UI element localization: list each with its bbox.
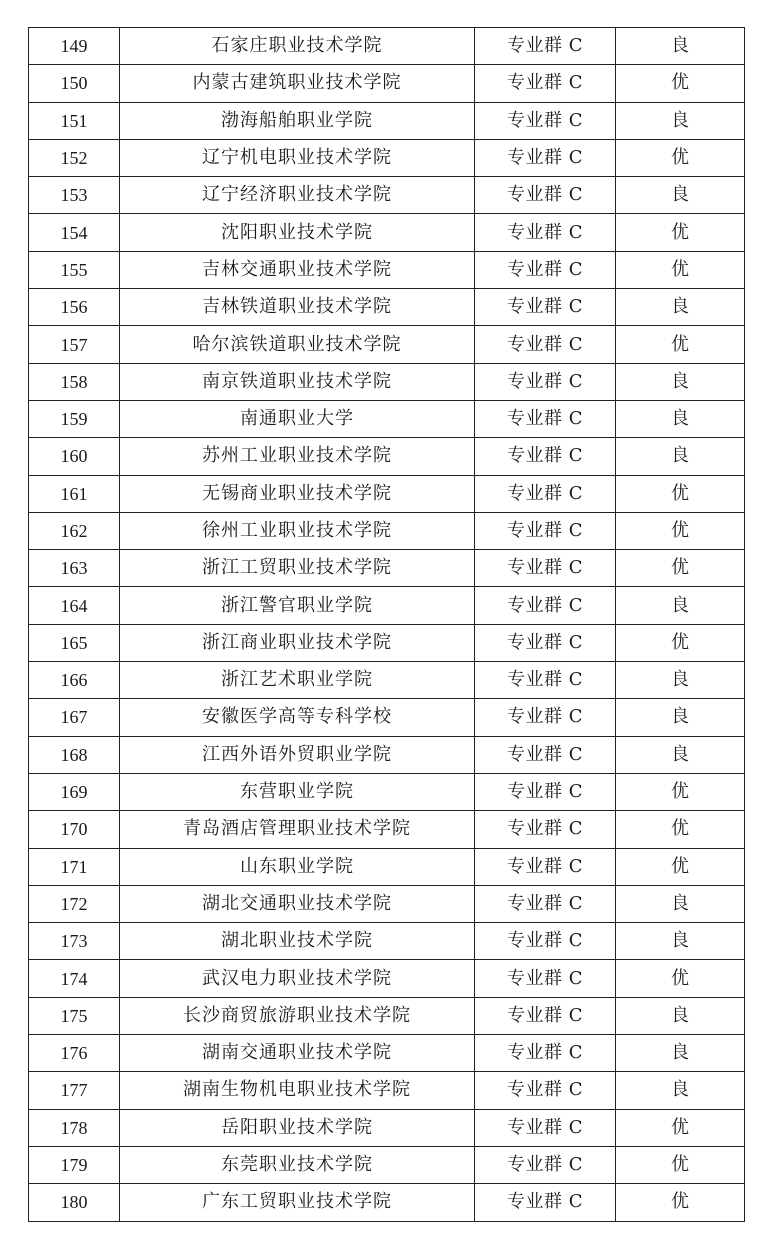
row-number-cell: 154 <box>29 214 120 251</box>
school-name-cell: 江西外语外贸职业学院 <box>120 736 475 773</box>
grade-cell: 优 <box>616 811 745 848</box>
school-name-cell: 湖北职业技术学院 <box>120 923 475 960</box>
table-row <box>29 960 745 997</box>
grade-cell: 优 <box>616 1146 745 1183</box>
grade-cell: 良 <box>616 923 745 960</box>
group-cell: 专业群 C <box>475 102 616 139</box>
row-number-cell: 152 <box>29 139 120 176</box>
group-cell: 专业群 C <box>475 1035 616 1072</box>
row-number-cell: 176 <box>29 1035 120 1072</box>
row-number-cell: 163 <box>29 550 120 587</box>
results-table-body <box>29 28 745 1222</box>
row-number-cell: 156 <box>29 289 120 326</box>
group-cell: 专业群 C <box>475 624 616 661</box>
table-row <box>29 1109 745 1146</box>
grade-cell: 优 <box>616 475 745 512</box>
row-number-cell: 164 <box>29 587 120 624</box>
group-cell: 专业群 C <box>475 139 616 176</box>
table-row <box>29 139 745 176</box>
grade-cell: 优 <box>616 214 745 251</box>
school-name-cell: 浙江工贸职业技术学院 <box>120 550 475 587</box>
table-row <box>29 550 745 587</box>
table-row <box>29 177 745 214</box>
row-number-cell: 175 <box>29 997 120 1034</box>
grade-cell: 优 <box>616 326 745 363</box>
row-number-cell: 177 <box>29 1072 120 1109</box>
group-cell: 专业群 C <box>475 251 616 288</box>
group-cell: 专业群 C <box>475 512 616 549</box>
grade-cell: 良 <box>616 1035 745 1072</box>
group-cell: 专业群 C <box>475 326 616 363</box>
group-cell: 专业群 C <box>475 773 616 810</box>
school-name-cell: 辽宁经济职业技术学院 <box>120 177 475 214</box>
table-row <box>29 624 745 661</box>
table-row <box>29 438 745 475</box>
group-cell: 专业群 C <box>475 28 616 65</box>
grade-cell: 优 <box>616 624 745 661</box>
school-name-cell: 湖北交通职业技术学院 <box>120 885 475 922</box>
group-cell: 专业群 C <box>475 475 616 512</box>
table-row <box>29 326 745 363</box>
table-row <box>29 475 745 512</box>
grade-cell: 优 <box>616 848 745 885</box>
school-name-cell: 湖南交通职业技术学院 <box>120 1035 475 1072</box>
group-cell: 专业群 C <box>475 811 616 848</box>
group-cell: 专业群 C <box>475 848 616 885</box>
group-cell: 专业群 C <box>475 1109 616 1146</box>
school-name-cell: 东莞职业技术学院 <box>120 1146 475 1183</box>
table-row <box>29 512 745 549</box>
group-cell: 专业群 C <box>475 400 616 437</box>
table-row <box>29 885 745 922</box>
group-cell: 专业群 C <box>475 997 616 1034</box>
row-number-cell: 159 <box>29 400 120 437</box>
row-number-cell: 167 <box>29 699 120 736</box>
table-row <box>29 923 745 960</box>
row-number-cell: 168 <box>29 736 120 773</box>
school-name-cell: 武汉电力职业技术学院 <box>120 960 475 997</box>
results-table <box>28 27 745 1222</box>
row-number-cell: 178 <box>29 1109 120 1146</box>
grade-cell: 良 <box>616 177 745 214</box>
school-name-cell: 辽宁机电职业技术学院 <box>120 139 475 176</box>
school-name-cell: 石家庄职业技术学院 <box>120 28 475 65</box>
group-cell: 专业群 C <box>475 214 616 251</box>
school-name-cell: 浙江商业职业技术学院 <box>120 624 475 661</box>
grade-cell: 良 <box>616 587 745 624</box>
grade-cell: 优 <box>616 1109 745 1146</box>
group-cell: 专业群 C <box>475 736 616 773</box>
table-row <box>29 1035 745 1072</box>
grade-cell: 良 <box>616 28 745 65</box>
table-row <box>29 773 745 810</box>
table-row <box>29 997 745 1034</box>
table-row <box>29 662 745 699</box>
school-name-cell: 徐州工业职业技术学院 <box>120 512 475 549</box>
grade-cell: 优 <box>616 65 745 102</box>
table-row <box>29 251 745 288</box>
row-number-cell: 162 <box>29 512 120 549</box>
group-cell: 专业群 C <box>475 65 616 102</box>
grade-cell: 优 <box>616 139 745 176</box>
grade-cell: 良 <box>616 102 745 139</box>
group-cell: 专业群 C <box>475 1184 616 1221</box>
grade-cell: 优 <box>616 550 745 587</box>
school-name-cell: 南京铁道职业技术学院 <box>120 363 475 400</box>
school-name-cell: 湖南生物机电职业技术学院 <box>120 1072 475 1109</box>
grade-cell: 良 <box>616 736 745 773</box>
row-number-cell: 179 <box>29 1146 120 1183</box>
row-number-cell: 180 <box>29 1184 120 1221</box>
school-name-cell: 广东工贸职业技术学院 <box>120 1184 475 1221</box>
group-cell: 专业群 C <box>475 177 616 214</box>
table-row <box>29 400 745 437</box>
school-name-cell: 浙江艺术职业学院 <box>120 662 475 699</box>
grade-cell: 良 <box>616 699 745 736</box>
school-name-cell: 内蒙古建筑职业技术学院 <box>120 65 475 102</box>
school-name-cell: 东营职业学院 <box>120 773 475 810</box>
grade-cell: 优 <box>616 773 745 810</box>
school-name-cell: 沈阳职业技术学院 <box>120 214 475 251</box>
row-number-cell: 169 <box>29 773 120 810</box>
row-number-cell: 150 <box>29 65 120 102</box>
grade-cell: 良 <box>616 997 745 1034</box>
school-name-cell: 苏州工业职业技术学院 <box>120 438 475 475</box>
row-number-cell: 161 <box>29 475 120 512</box>
grade-cell: 优 <box>616 512 745 549</box>
grade-cell: 良 <box>616 400 745 437</box>
group-cell: 专业群 C <box>475 923 616 960</box>
group-cell: 专业群 C <box>475 885 616 922</box>
school-name-cell: 长沙商贸旅游职业技术学院 <box>120 997 475 1034</box>
grade-cell: 优 <box>616 251 745 288</box>
table-row <box>29 736 745 773</box>
table-row <box>29 699 745 736</box>
row-number-cell: 174 <box>29 960 120 997</box>
school-name-cell: 南通职业大学 <box>120 400 475 437</box>
grade-cell: 良 <box>616 662 745 699</box>
table-row <box>29 811 745 848</box>
school-name-cell: 山东职业学院 <box>120 848 475 885</box>
row-number-cell: 171 <box>29 848 120 885</box>
school-name-cell: 哈尔滨铁道职业技术学院 <box>120 326 475 363</box>
grade-cell: 良 <box>616 1072 745 1109</box>
group-cell: 专业群 C <box>475 438 616 475</box>
table-row <box>29 848 745 885</box>
row-number-cell: 149 <box>29 28 120 65</box>
group-cell: 专业群 C <box>475 289 616 326</box>
school-name-cell: 无锡商业职业技术学院 <box>120 475 475 512</box>
row-number-cell: 160 <box>29 438 120 475</box>
table-row <box>29 289 745 326</box>
row-number-cell: 157 <box>29 326 120 363</box>
row-number-cell: 166 <box>29 662 120 699</box>
group-cell: 专业群 C <box>475 960 616 997</box>
school-name-cell: 安徽医学高等专科学校 <box>120 699 475 736</box>
group-cell: 专业群 C <box>475 550 616 587</box>
school-name-cell: 吉林交通职业技术学院 <box>120 251 475 288</box>
table-row <box>29 65 745 102</box>
grade-cell: 良 <box>616 885 745 922</box>
row-number-cell: 165 <box>29 624 120 661</box>
row-number-cell: 170 <box>29 811 120 848</box>
school-name-cell: 青岛酒店管理职业技术学院 <box>120 811 475 848</box>
table-row <box>29 1146 745 1183</box>
row-number-cell: 155 <box>29 251 120 288</box>
table-row <box>29 363 745 400</box>
school-name-cell: 岳阳职业技术学院 <box>120 1109 475 1146</box>
school-name-cell: 吉林铁道职业技术学院 <box>120 289 475 326</box>
row-number-cell: 173 <box>29 923 120 960</box>
group-cell: 专业群 C <box>475 662 616 699</box>
group-cell: 专业群 C <box>475 587 616 624</box>
grade-cell: 优 <box>616 960 745 997</box>
table-row <box>29 587 745 624</box>
table-row <box>29 1072 745 1109</box>
table-row <box>29 102 745 139</box>
row-number-cell: 172 <box>29 885 120 922</box>
grade-cell: 良 <box>616 289 745 326</box>
grade-cell: 良 <box>616 438 745 475</box>
school-name-cell: 渤海船舶职业学院 <box>120 102 475 139</box>
table-row <box>29 28 745 65</box>
row-number-cell: 158 <box>29 363 120 400</box>
group-cell: 专业群 C <box>475 1146 616 1183</box>
grade-cell: 良 <box>616 363 745 400</box>
row-number-cell: 151 <box>29 102 120 139</box>
school-name-cell: 浙江警官职业学院 <box>120 587 475 624</box>
table-row <box>29 1184 745 1221</box>
group-cell: 专业群 C <box>475 363 616 400</box>
group-cell: 专业群 C <box>475 699 616 736</box>
row-number-cell: 153 <box>29 177 120 214</box>
table-row <box>29 214 745 251</box>
grade-cell: 优 <box>616 1184 745 1221</box>
group-cell: 专业群 C <box>475 1072 616 1109</box>
